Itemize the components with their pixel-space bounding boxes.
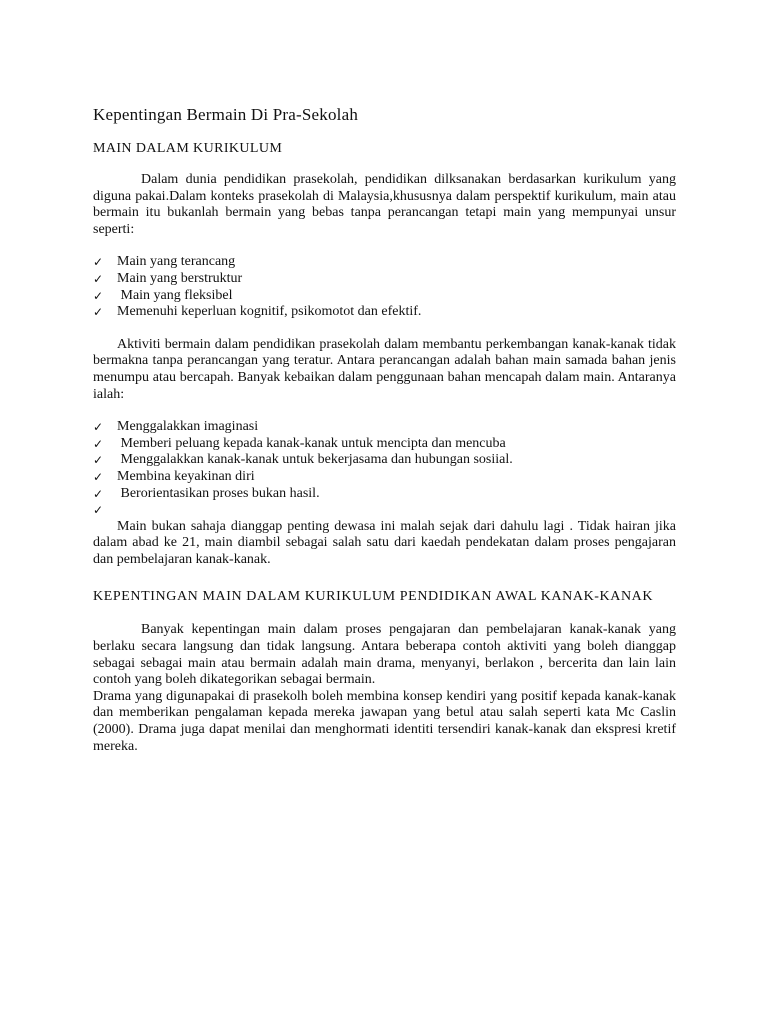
list-item-text: Berorientasikan proses bukan hasil. xyxy=(117,485,320,501)
list-item-text: Membina keyakinan diri xyxy=(117,468,255,484)
list-item xyxy=(93,288,676,305)
list-item xyxy=(93,469,676,486)
paragraph-drama: Drama yang digunapakai di prasekolh boleh membina konsep kendiri yang positif kepada kanak-kanak dan memberikan pengalaman kepada mereka jawapan yang betul atau salah seperti kata Mc Caslin (2000). Drama juga dapat menilai dan menghormati identiti tersendiri kanak-kanak dan ekspresi kretif mereka. xyxy=(93,688,676,754)
list-item-text: Menggalakkan imaginasi xyxy=(117,419,259,435)
checkmark-icon: ✓ xyxy=(93,469,104,484)
list-item xyxy=(93,486,676,503)
list-item-text: Memenuhi keperluan kognitif, psikomotot dan efektif. xyxy=(117,304,422,320)
list-item-text: Menggalakkan kanak-kanak untuk bekerjasama dan hubungan sosiial. xyxy=(117,452,513,468)
checkmark-icon: ✓ xyxy=(93,453,104,468)
checklist-play-elements xyxy=(93,254,676,320)
document-title: Kepentingan Bermain Di Pra-Sekolah xyxy=(93,105,359,124)
list-item-text: Main yang berstruktur xyxy=(117,270,243,286)
spacer xyxy=(93,321,676,337)
paragraph-main-importance: Main bukan sahaja dianggap penting dewasa ini malah sejak dari dahulu lagi . Tidak hairan jika dalam abad ke 21, main diambil sebagai salah satu dari kaedah pendekatan dalam proses pengajaran dan pembelajaran kanak-kanak. xyxy=(93,518,676,567)
spacer xyxy=(93,238,676,254)
checkmark-icon: ✓ xyxy=(93,305,104,320)
list-item xyxy=(93,419,676,436)
list-item xyxy=(93,271,676,288)
paragraph-intro: Dalam dunia pendidikan prasekolah, pendidikan dilksanakan berdasarkan kurikulum yang diguna pakai.Dalam konteks prasekolah di Malaysia,khususnya dalam perspektif kurikulum, main atau bermain itu bukanlah bermain yang bebas tanpa perancangan tetapi main yang mempunyai unsur seperti: xyxy=(93,172,676,237)
checkmark-icon: ✓ xyxy=(93,503,104,518)
paragraph-importance: Banyak kepentingan main dalam proses pengajaran dan pembelajaran kanak-kanak yang berlaku secara langsung dan tidak langsung. Antara beberapa contoh aktiviti yang boleh dianggap sebagai sebagai main atau bermain adalah main drama, menyanyi, berlakon , bercerita dan lain lain contoh yang boleh dikategorikan sebagai bermain. xyxy=(93,622,676,688)
paragraph-activities: Aktiviti bermain dalam pendidikan prasekolah dalam membantu perkembangan kanak-kanak tidak bermakna tanpa perancangan yang teratur. Antara perancangan adalah bahan main samada bahan jenis menumpu atau bercapah. Banyak kebaikan dalam penggunaan bahan mencapah dalam main. Antaranya ialah: xyxy=(93,336,676,402)
section-heading-kepentingan-main: KEPENTINGAN MAIN DALAM KURIKULUM PENDIDIKAN AWAL KANAK-KANAK xyxy=(93,589,654,605)
spacer xyxy=(93,403,676,419)
section-heading-main-dalam-kurikulum: MAIN DALAM KURIKULUM xyxy=(93,141,283,156)
checkmark-icon: ✓ xyxy=(93,288,104,303)
checkmark-icon: ✓ xyxy=(93,271,104,286)
checkmark-icon: ✓ xyxy=(93,420,104,435)
list-item-text: Main yang terancang xyxy=(117,254,236,270)
checkmark-icon: ✓ xyxy=(93,436,104,451)
list-item-text: Main yang fleksibel xyxy=(117,287,233,303)
checkmark-icon: ✓ xyxy=(93,255,104,270)
checkmark-icon: ✓ xyxy=(93,486,104,501)
list-item xyxy=(93,254,676,271)
list-item-text: Memberi peluang kepada kanak-kanak untuk mencipta dan mencuba xyxy=(117,435,506,451)
list-item xyxy=(93,502,676,519)
list-item xyxy=(93,436,676,453)
document-page xyxy=(93,104,676,755)
list-item xyxy=(93,452,676,469)
checklist-benefits xyxy=(93,419,676,519)
list-item xyxy=(93,304,676,321)
